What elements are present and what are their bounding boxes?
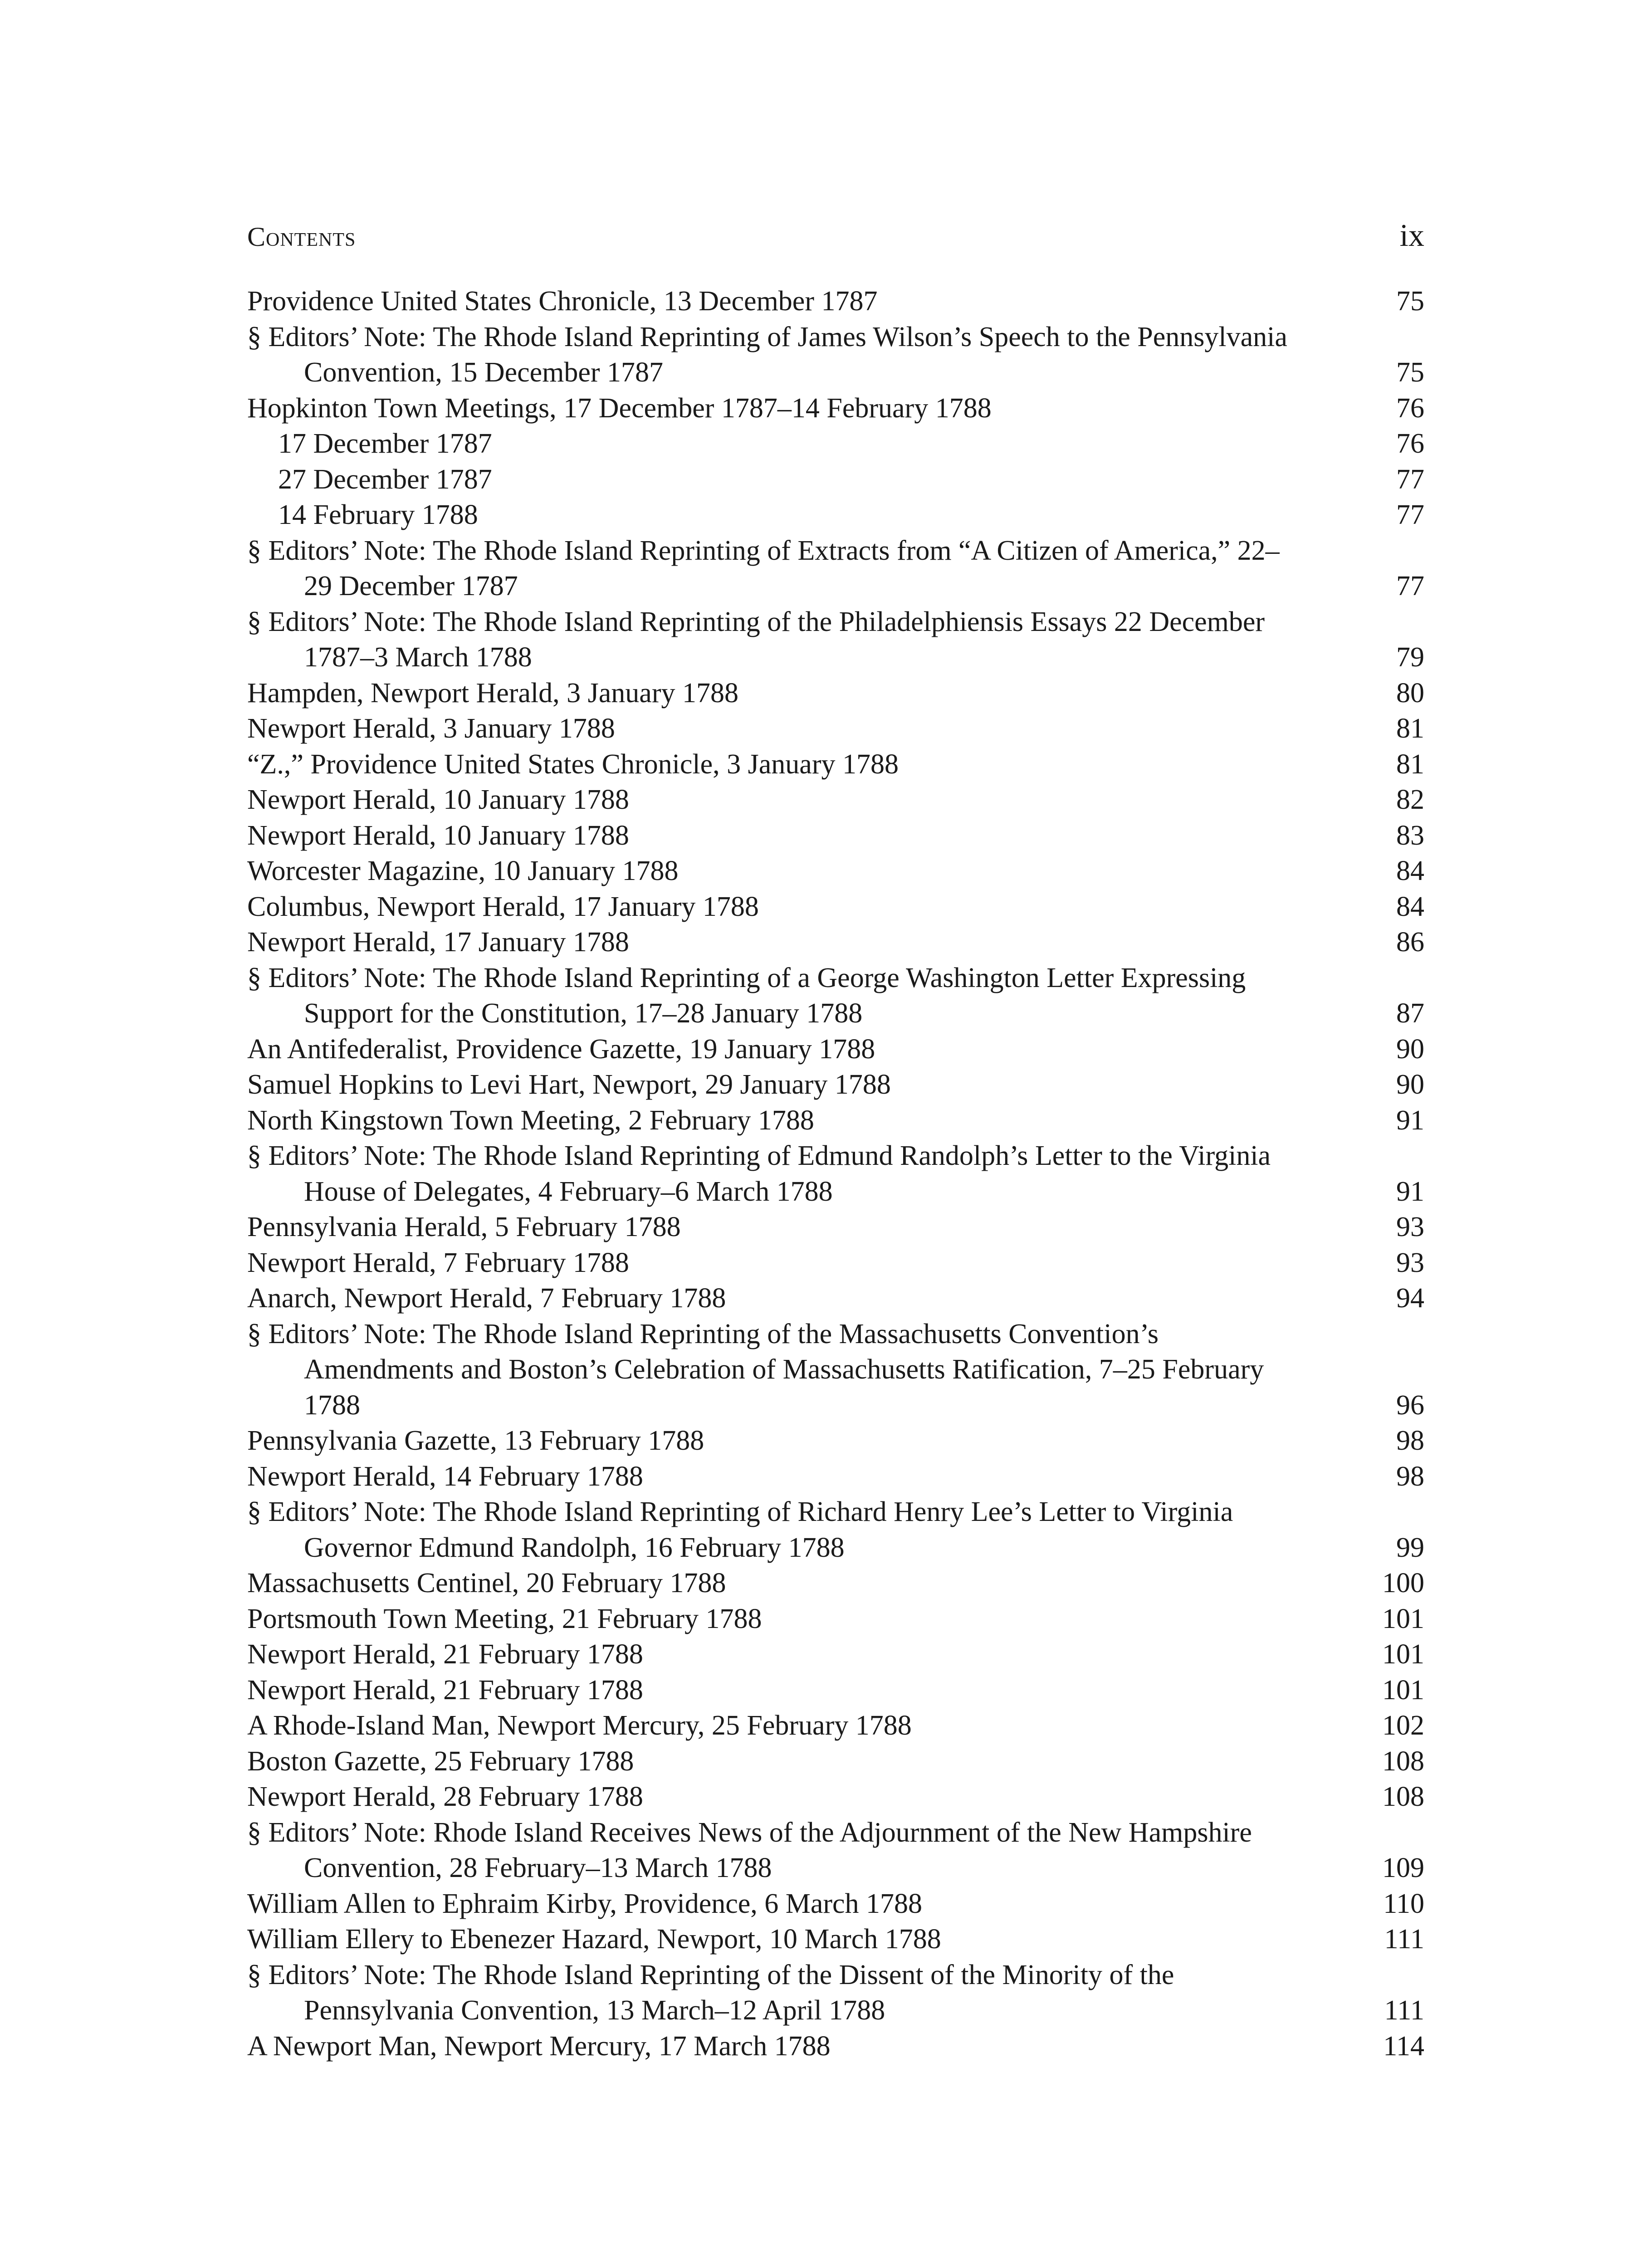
toc-entry — [247, 711, 1424, 747]
entry-title: Pennsylvania Gazette, 13 February 1788 — [247, 1425, 704, 1456]
entry-title: Columbus, Newport Herald, 17 January 1788 — [247, 891, 759, 922]
entry-title: Newport Herald, 10 January 1788 — [247, 820, 629, 851]
entry-title: § Editors’ Note: The Rhode Island Reprinting of the Massachusetts Convention’s Amendments and Boston’s Celebration of Massachusetts Ratification, 7–25 February 1788 — [247, 1318, 1264, 1421]
entry-page-number: 90 — [1396, 1069, 1424, 1100]
entry-title: “Z.,” Providence United States Chronicle, 3 January 1788 — [247, 748, 899, 780]
toc-entry — [247, 2028, 1424, 2064]
toc-editors-note — [247, 1957, 1424, 2028]
entry-page-number: 109 — [1382, 1853, 1424, 1883]
entry-title: Anarch, Newport Herald, 7 February 1788 — [247, 1283, 726, 1314]
entry-page-number: 84 — [1396, 891, 1424, 922]
entry-title: William Allen to Ephraim Kirby, Providence, 6 March 1788 — [247, 1888, 923, 1919]
entry-title: § Editors’ Note: The Rhode Island Reprinting of a George Washington Letter Expressing Support for the Constitution, 17–28 January 1788 — [247, 962, 1246, 1029]
entry-page-number: 81 — [1396, 748, 1424, 780]
entry-title: Newport Herald, 21 February 1788 — [247, 1674, 643, 1706]
table-of-contents — [247, 284, 1424, 2064]
toc-entry — [247, 1921, 1424, 1957]
toc-editors-note — [247, 533, 1424, 604]
toc-entry — [247, 1245, 1424, 1281]
toc-entry — [247, 853, 1424, 889]
toc-editors-note — [247, 1138, 1424, 1209]
toc-entry — [247, 1672, 1424, 1708]
entry-page-number: 111 — [1384, 1924, 1424, 1955]
toc-entry — [247, 1886, 1424, 1922]
entry-page-number: 76 — [1396, 392, 1424, 424]
toc-entry — [247, 1565, 1424, 1601]
toc-sub-entry — [247, 497, 1424, 533]
toc-entry — [247, 1459, 1424, 1495]
toc-editors-note — [247, 1316, 1424, 1423]
entry-page-number: 91 — [1396, 1176, 1424, 1207]
entry-title: § Editors’ Note: The Rhode Island Reprinting of the Philadelphiensis Essays 22 December 1787–3 March 1788 — [247, 606, 1265, 673]
entry-title: William Ellery to Ebenezer Hazard, Newport, 10 March 1788 — [247, 1924, 941, 1955]
toc-entry — [247, 391, 1424, 426]
entry-page-number: 77 — [1396, 571, 1424, 601]
entry-title: Newport Herald, 21 February 1788 — [247, 1639, 643, 1670]
entry-title: § Editors’ Note: The Rhode Island Reprinting of Extracts from “A Citizen of America,” 22–29 December 1787 — [247, 535, 1280, 601]
entry-page-number: 81 — [1396, 713, 1424, 744]
folio: ix — [1399, 218, 1424, 253]
entry-title: A Rhode-Island Man, Newport Mercury, 25 February 1788 — [247, 1710, 912, 1741]
toc-entry — [247, 1281, 1424, 1316]
toc-entry — [247, 782, 1424, 818]
entry-page-number: 93 — [1396, 1212, 1424, 1242]
entry-page-number: 108 — [1382, 1745, 1424, 1777]
entry-title: Massachusetts Centinel, 20 February 1788 — [247, 1568, 726, 1598]
entry-page-number: 86 — [1396, 927, 1424, 958]
entry-title: Providence United States Chronicle, 13 December 1787 — [247, 286, 878, 317]
entry-title: § Editors’ Note: The Rhode Island Reprinting of Richard Henry Lee’s Letter to Virginia Governor Edmund Randolph, 16 February 1788 — [247, 1496, 1233, 1563]
entry-title: § Editors’ Note: The Rhode Island Reprinting of the Dissent of the Minority of the Pennsylvania Convention, 13 March–12 April 1788 — [247, 1959, 1174, 2026]
toc-entry — [247, 1744, 1424, 1779]
toc-entry — [247, 889, 1424, 925]
entry-page-number: 79 — [1396, 642, 1424, 673]
entry-title: Newport Herald, 3 January 1788 — [247, 713, 615, 744]
entry-page-number: 108 — [1382, 1781, 1424, 1812]
entry-title: Hopkinton Town Meetings, 17 December 1787–14 February 1788 — [247, 392, 992, 424]
toc-sub-entry — [247, 426, 1424, 462]
entry-title: § Editors’ Note: The Rhode Island Reprinting of Edmund Randolph’s Letter to the Virginia House of Delegates, 4 February–6 March 1788 — [247, 1140, 1271, 1207]
toc-entry — [247, 1067, 1424, 1103]
entry-title: 14 February 1788 — [278, 499, 478, 530]
entry-title: Hampden, Newport Herald, 3 January 1788 — [247, 677, 738, 709]
toc-entry — [247, 1209, 1424, 1245]
toc-entry — [247, 1031, 1424, 1067]
entry-page-number: 101 — [1382, 1603, 1424, 1634]
toc-entry — [247, 1708, 1424, 1744]
entry-title: Newport Herald, 28 February 1788 — [247, 1781, 643, 1812]
entry-title: Samuel Hopkins to Levi Hart, Newport, 29 January 1788 — [247, 1069, 891, 1100]
toc-entry — [247, 818, 1424, 854]
entry-page-number: 77 — [1396, 499, 1424, 530]
entry-page-number: 76 — [1396, 428, 1424, 459]
toc-entry — [247, 1423, 1424, 1459]
entry-page-number: 98 — [1396, 1461, 1424, 1492]
entry-page-number: 96 — [1396, 1389, 1424, 1421]
entry-page-number: 91 — [1396, 1105, 1424, 1136]
toc-editors-note — [247, 319, 1424, 391]
running-head — [247, 218, 1424, 259]
toc-entry — [247, 1601, 1424, 1637]
toc-editors-note — [247, 1815, 1424, 1886]
entry-page-number: 98 — [1396, 1425, 1424, 1456]
entry-title: 27 December 1787 — [278, 464, 492, 495]
entry-title: § Editors’ Note: Rhode Island Receives News of the Adjournment of the New Hampshire Convention, 28 February–13 March 1788 — [247, 1817, 1252, 1883]
entry-title: North Kingstown Town Meeting, 2 February 1788 — [247, 1105, 814, 1136]
entry-title: Portsmouth Town Meeting, 21 February 1788 — [247, 1603, 762, 1634]
entry-title: Worcester Magazine, 10 January 1788 — [247, 855, 679, 886]
entry-page-number: 114 — [1383, 2030, 1424, 2062]
entry-page-number: 75 — [1396, 286, 1424, 317]
entry-page-number: 84 — [1396, 855, 1424, 886]
entry-page-number: 83 — [1396, 820, 1424, 851]
entry-page-number: 94 — [1396, 1283, 1424, 1314]
toc-entry — [247, 1103, 1424, 1139]
entry-page-number: 101 — [1382, 1639, 1424, 1670]
contents-page — [247, 218, 1424, 2064]
toc-entry — [247, 284, 1424, 319]
entry-title: A Newport Man, Newport Mercury, 17 March 1788 — [247, 2030, 831, 2062]
entry-title: Boston Gazette, 25 February 1788 — [247, 1745, 634, 1777]
entry-page-number: 80 — [1396, 677, 1424, 709]
toc-entry — [247, 1779, 1424, 1815]
toc-entry — [247, 1637, 1424, 1672]
entry-title: § Editors’ Note: The Rhode Island Reprinting of James Wilson’s Speech to the Pennsylvania Convention, 15 December 1787 — [247, 321, 1287, 388]
entry-title: Newport Herald, 7 February 1788 — [247, 1247, 629, 1278]
entry-page-number: 110 — [1383, 1888, 1424, 1919]
entry-page-number: 77 — [1396, 464, 1424, 495]
entry-page-number: 101 — [1382, 1674, 1424, 1706]
entry-title: Pennsylvania Herald, 5 February 1788 — [247, 1212, 681, 1242]
entry-title: An Antifederalist, Providence Gazette, 19 January 1788 — [247, 1033, 875, 1065]
entry-page-number: 100 — [1382, 1568, 1424, 1598]
entry-page-number: 111 — [1384, 1995, 1424, 2026]
entry-title: Newport Herald, 10 January 1788 — [247, 784, 629, 815]
page-title: Contents — [247, 222, 356, 252]
entry-page-number: 75 — [1396, 357, 1424, 388]
toc-entry — [247, 924, 1424, 960]
entry-page-number: 102 — [1382, 1710, 1424, 1741]
toc-entry — [247, 747, 1424, 782]
entry-page-number: 82 — [1396, 784, 1424, 815]
entry-title: 17 December 1787 — [278, 428, 492, 459]
entry-page-number: 87 — [1396, 998, 1424, 1029]
toc-entry — [247, 675, 1424, 711]
toc-editors-note — [247, 604, 1424, 675]
entry-title: Newport Herald, 14 February 1788 — [247, 1461, 643, 1492]
entry-page-number: 99 — [1396, 1532, 1424, 1563]
entry-page-number: 90 — [1396, 1033, 1424, 1065]
toc-editors-note — [247, 960, 1424, 1031]
entry-page-number: 93 — [1396, 1247, 1424, 1278]
toc-editors-note — [247, 1494, 1424, 1565]
entry-title: Newport Herald, 17 January 1788 — [247, 927, 629, 958]
toc-sub-entry — [247, 462, 1424, 498]
